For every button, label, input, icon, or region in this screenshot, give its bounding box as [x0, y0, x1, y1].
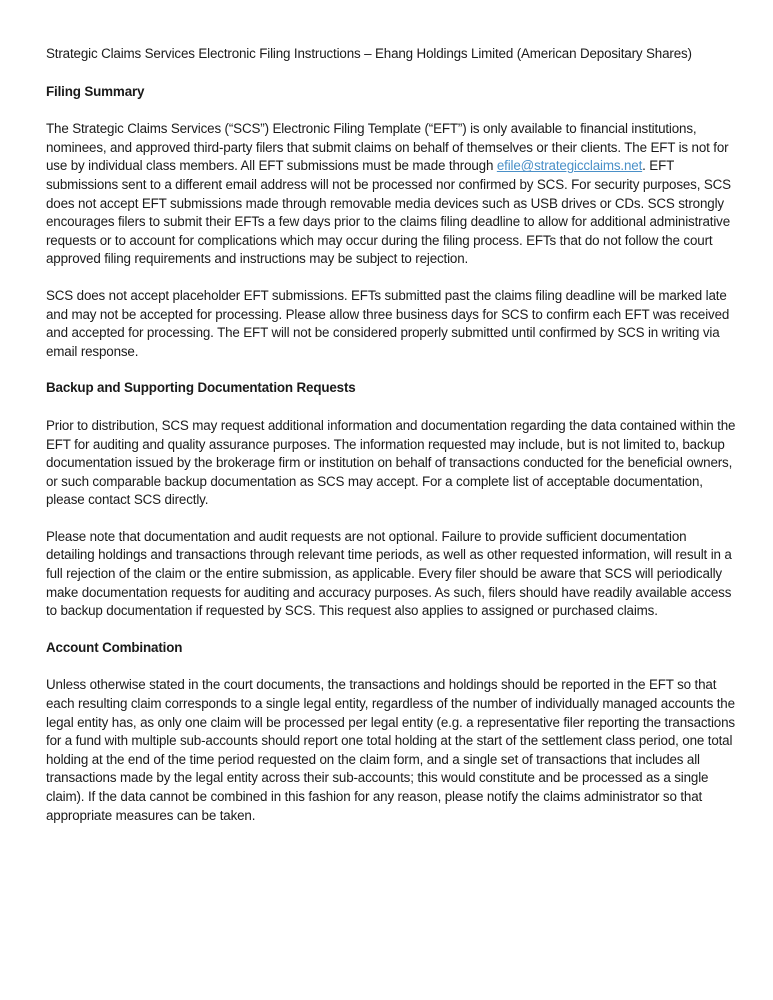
heading-account-combination: Account Combination: [46, 639, 183, 655]
heading-filing-summary: Filing Summary: [46, 83, 145, 99]
paragraph-backup-2: Please note that documentation and audit requests are not optional. Failure to provide sufficient documentation detailing holdings and transactions through relevant time periods, as well as other requested information, will result in a full rejection of the claim or the entire submission, as applicable. Every filer should be aware that SCS will periodically make documentation requests for auditing and accuracy purposes. As such, filers should have readily available access to backup documentation if requested by SCS. This request also applies to assigned or purchased claims.: [46, 528, 732, 619]
paragraph-account-combination-1: Unless otherwise stated in the court documents, the transactions and holdings should be reported in the EFT so that each resulting claim corresponds to a single legal entity, regardless of the number of individually managed accounts the legal entity has, as only one claim will be processed per legal entity (e.g. a representative filer reporting the transactions for a fund with multiple sub-accounts should report one total holding at the start of the settlement class period, one total holding at the end of the time period requested on the claim form, and a single set of transactions that includes all transactions made by the legal entity across their sub-accounts; this would constitute and be processed as a single claim). If the data cannot be combined in this fashion for any reason, please notify the claims administrator so that appropriate measures can be taken.: [46, 677, 735, 823]
heading-backup-documentation: Backup and Supporting Documentation Requests: [46, 380, 356, 396]
document-title: Strategic Claims Services Electronic Filing Instructions – Ehang Holdings Limited (American Depositary Shares): [46, 46, 692, 61]
section-account-combination: [46, 639, 736, 825]
paragraph-filing-summary-2: SCS does not accept placeholder EFT submissions. EFTs submitted past the claims filing deadline will be marked late and may not be accepted for processing. Please allow three business days for SCS to confirm each EFT was received and accepted for processing. The EFT will not be considered properly submitted until confirmed by SCS in writing via email response.: [46, 287, 730, 359]
paragraph-filing-summary-1: [46, 120, 736, 269]
text-after-link: . EFT submissions sent to a different email address will not be processed nor confirmed by SCS. For security purposes, SCS does not accept EFT submissions made through removable media devices such as USB drives or CDs. SCS strongly encourages filers to submit their EFTs a few days prior to the claims filing deadline to allow for additional administrative requests or to account for complications which may occur during the filing process. EFTs that do not follow the court approved filing requirements and instructions may be subject to rejection.: [46, 158, 731, 267]
paragraph-backup-1: Prior to distribution, SCS may request additional information and documentation regarding the data contained within the EFT for auditing and quality assurance purposes. The information requested may include, but is not limited to, backup documentation issued by the brokerage firm or institution on behalf of transactions conducted for the beneficial owners, or such comparable backup documentation as SCS may accept. For a complete list of acceptable documentation, please contact SCS directly.: [46, 417, 736, 508]
section-filing-summary: [46, 83, 736, 362]
section-backup-documentation: [46, 379, 736, 621]
efile-email-link[interactable]: efile@strategicclaims.net: [496, 158, 643, 174]
text-before-link: The Strategic Claims Services (“SCS”) Electronic Filing Template (“EFT”) is only available to financial institutions, nominees, and approved third-party filers that submit claims on behalf of themselves or their clients. The EFT is not for use by individual class members. All EFT submissions must be made through: [46, 121, 729, 174]
document-page: [46, 45, 736, 843]
